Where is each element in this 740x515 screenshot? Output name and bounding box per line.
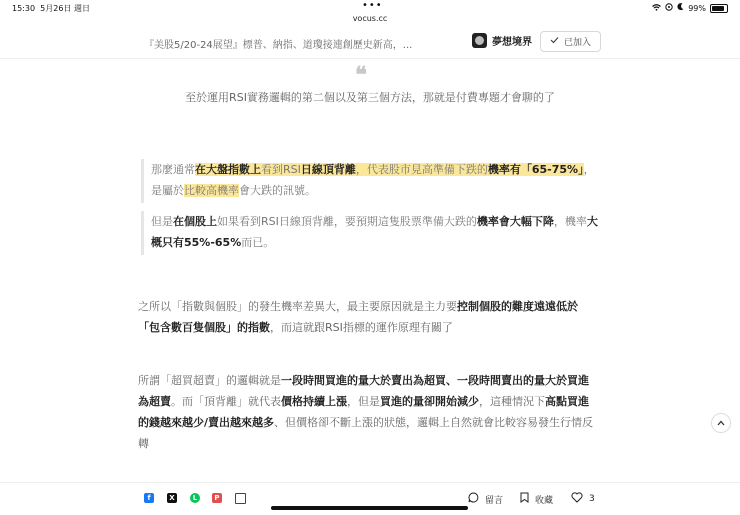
line-share-icon[interactable]: L [190,493,200,503]
paragraph-overbought: 所謂「超買超賣」的邏輯就是一段時間買進的量大於賣出為超買、一段時間賣出的量大於買進為超賣。而「頂背離」就代表價格持續上漲，但是買進的量卻開始減少，這種情況下高點買進的錢越來越少/賣出越來越多、但價格卻不斷上漲的狀態，邏輯上自然就會比較容易發生行情反轉 [138,374,594,450]
home-indicator [271,506,468,510]
x-share-icon[interactable]: X [167,493,177,503]
comment-icon [468,492,479,506]
status-time: 15:30 5月26日 週日 [12,4,90,13]
scroll-to-top-button[interactable] [711,413,731,433]
avatar [472,33,487,48]
focus-icon [665,3,673,13]
like-button[interactable] [571,492,595,506]
tab-dots[interactable]: ••• [362,0,383,11]
like-count: 3 [589,494,595,504]
footer-toolbar [0,482,740,515]
bookmark-icon [520,492,529,506]
facebook-share-icon[interactable]: f [144,493,154,503]
comment-label: 留言 [485,495,504,506]
address-bar[interactable]: vocus.cc [352,14,388,23]
article-header [0,26,740,59]
battery-percent: 99% [688,3,706,13]
author-name: 夢想境界 [492,37,532,48]
blockquote-stock: 但是在個股上如果看到RSI日線頂背離，要預期這隻股票準備大跌的機率會大幅下降，機率大概只有55%-65%而已。 [141,211,599,255]
joined-label: 已加入 [563,38,591,48]
battery-icon [710,4,728,13]
plurk-share-icon[interactable]: P [212,493,222,503]
pull-quote: 至於運用RSI實務邏輯的第二個以及第三個方法，那就是付費專題才會聊的了 [185,91,555,104]
article-title[interactable]: 『美股5/20-24展望』標普、納指、道瓊接連創歷史新高，... [144,40,413,51]
paragraph-difference: 之所以「指數與個股」的發生機率差異大，最主要原因就是主力要控制個股的難度遠遠低於「包含數百隻個股」的指數，而這就跟RSI指標的運作原理有關了 [138,300,578,334]
comment-button[interactable] [468,492,503,506]
quote-icon: ❝ [355,62,365,88]
joined-button[interactable] [540,31,601,52]
heart-icon [571,492,583,506]
check-icon [550,36,559,47]
save-label: 收藏 [535,495,554,506]
status-bar [0,0,740,14]
author-chip[interactable] [472,33,532,48]
chevron-up-icon [717,418,725,429]
status-right [652,3,728,13]
wifi-icon [652,4,661,13]
save-button[interactable] [520,492,553,506]
copy-link-icon[interactable] [235,493,246,504]
blockquote-index: 那麼通常在大盤指數上看到RSI日線頂背離，代表股市見高準備下跌的機率有「65-75%」，是屬於比較高機率會大跌的訊號。 [141,159,599,203]
moon-icon [677,3,684,13]
